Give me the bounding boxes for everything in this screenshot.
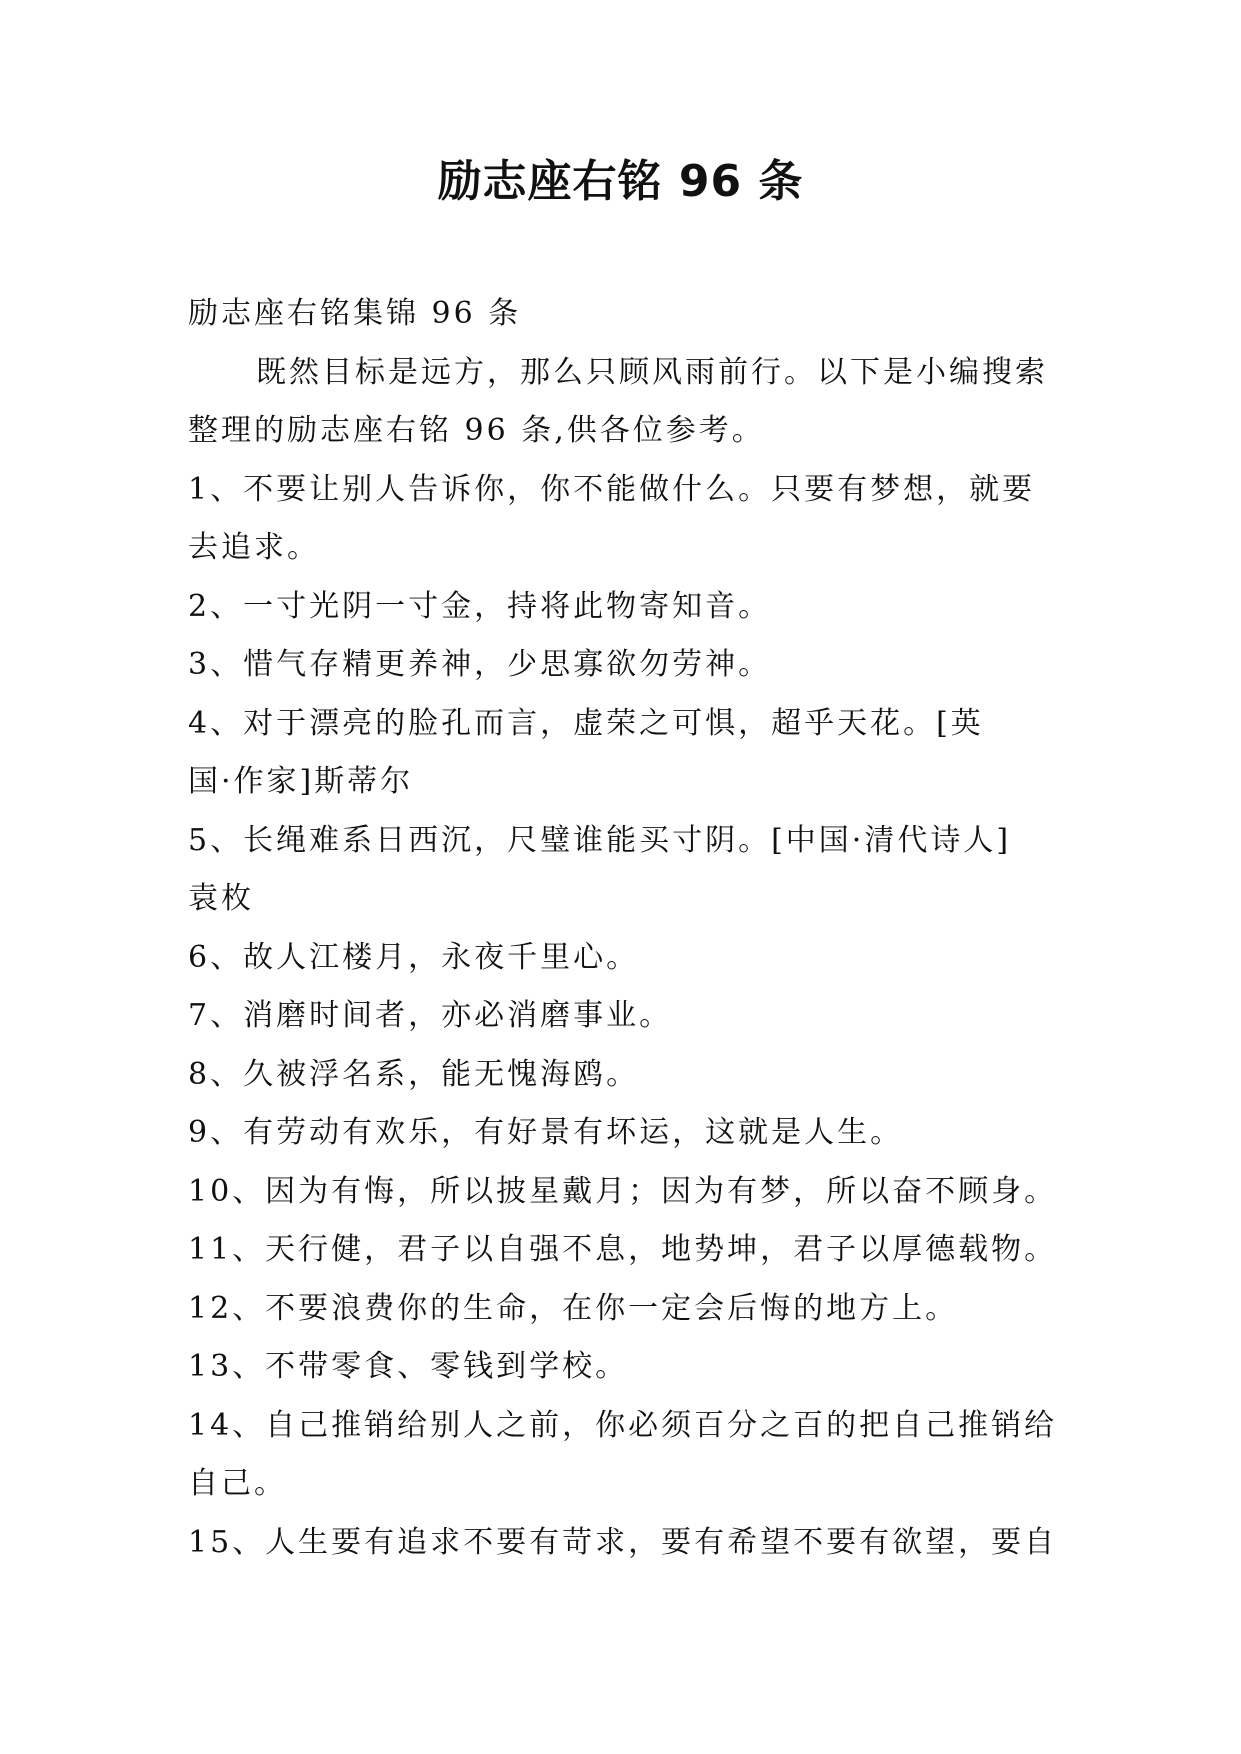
motto-line: 6、故人江楼月，永夜千里心。	[188, 939, 640, 975]
motto-line: 12、不要浪费你的生命，在你一定会后悔的地方上。	[188, 1290, 959, 1326]
motto-line: 15、人生要有追求不要有苛求，要有希望不要有欲望，要自	[188, 1524, 1058, 1560]
motto-line: 9、有劳动有欢乐，有好景有坏运，这就是人生。	[188, 1115, 904, 1150]
motto-line: 8、久被浮名系，能无愧海鸥。	[188, 1056, 640, 1092]
motto-line: 13、不带零食、零钱到学校。	[188, 1349, 629, 1384]
motto-line: 去追求。	[188, 530, 320, 565]
document-title: 励志座右铭 96 条	[437, 156, 804, 207]
motto-line: 14、自己推销给别人之前，你必须百分之百的把自己推销给	[188, 1407, 1058, 1443]
intro-line: 既然目标是远方，那么只顾风雨前行。以下是小编搜索	[256, 354, 1048, 390]
motto-line: 2、一寸光阴一寸金，持将此物寄知音。	[188, 588, 772, 624]
document-body	[188, 285, 1068, 1572]
subtitle-line: 励志座右铭集锦 96 条	[188, 296, 522, 331]
motto-line: 袁枚	[188, 881, 254, 916]
motto-line: 7、消磨时间者，亦必消磨事业。	[188, 998, 673, 1033]
motto-line: 5、长绳难系日西沉，尺璧谁能买寸阴。[中国·清代诗人]	[188, 822, 1012, 858]
motto-line: 自己。	[188, 1466, 287, 1501]
motto-line: 1、不要让别人告诉你，你不能做什么。只要有梦想，就要	[188, 471, 1036, 507]
motto-line: 4、对于漂亮的脸孔而言，虚荣之可惧，超乎天花。[英	[188, 705, 984, 741]
motto-line: 3、惜气存精更养神，少思寡欲勿劳神。	[188, 647, 772, 682]
intro-line: 整理的励志座右铭 96 条,供各位参考。	[188, 413, 765, 448]
motto-line: 10、因为有悔，所以披星戴月；因为有梦，所以奋不顾身。	[188, 1173, 1058, 1209]
motto-line: 国·作家]斯蒂尔	[188, 764, 414, 799]
motto-line: 11、天行健，君子以自强不息，地势坤，君子以厚德载物。	[188, 1232, 1058, 1267]
